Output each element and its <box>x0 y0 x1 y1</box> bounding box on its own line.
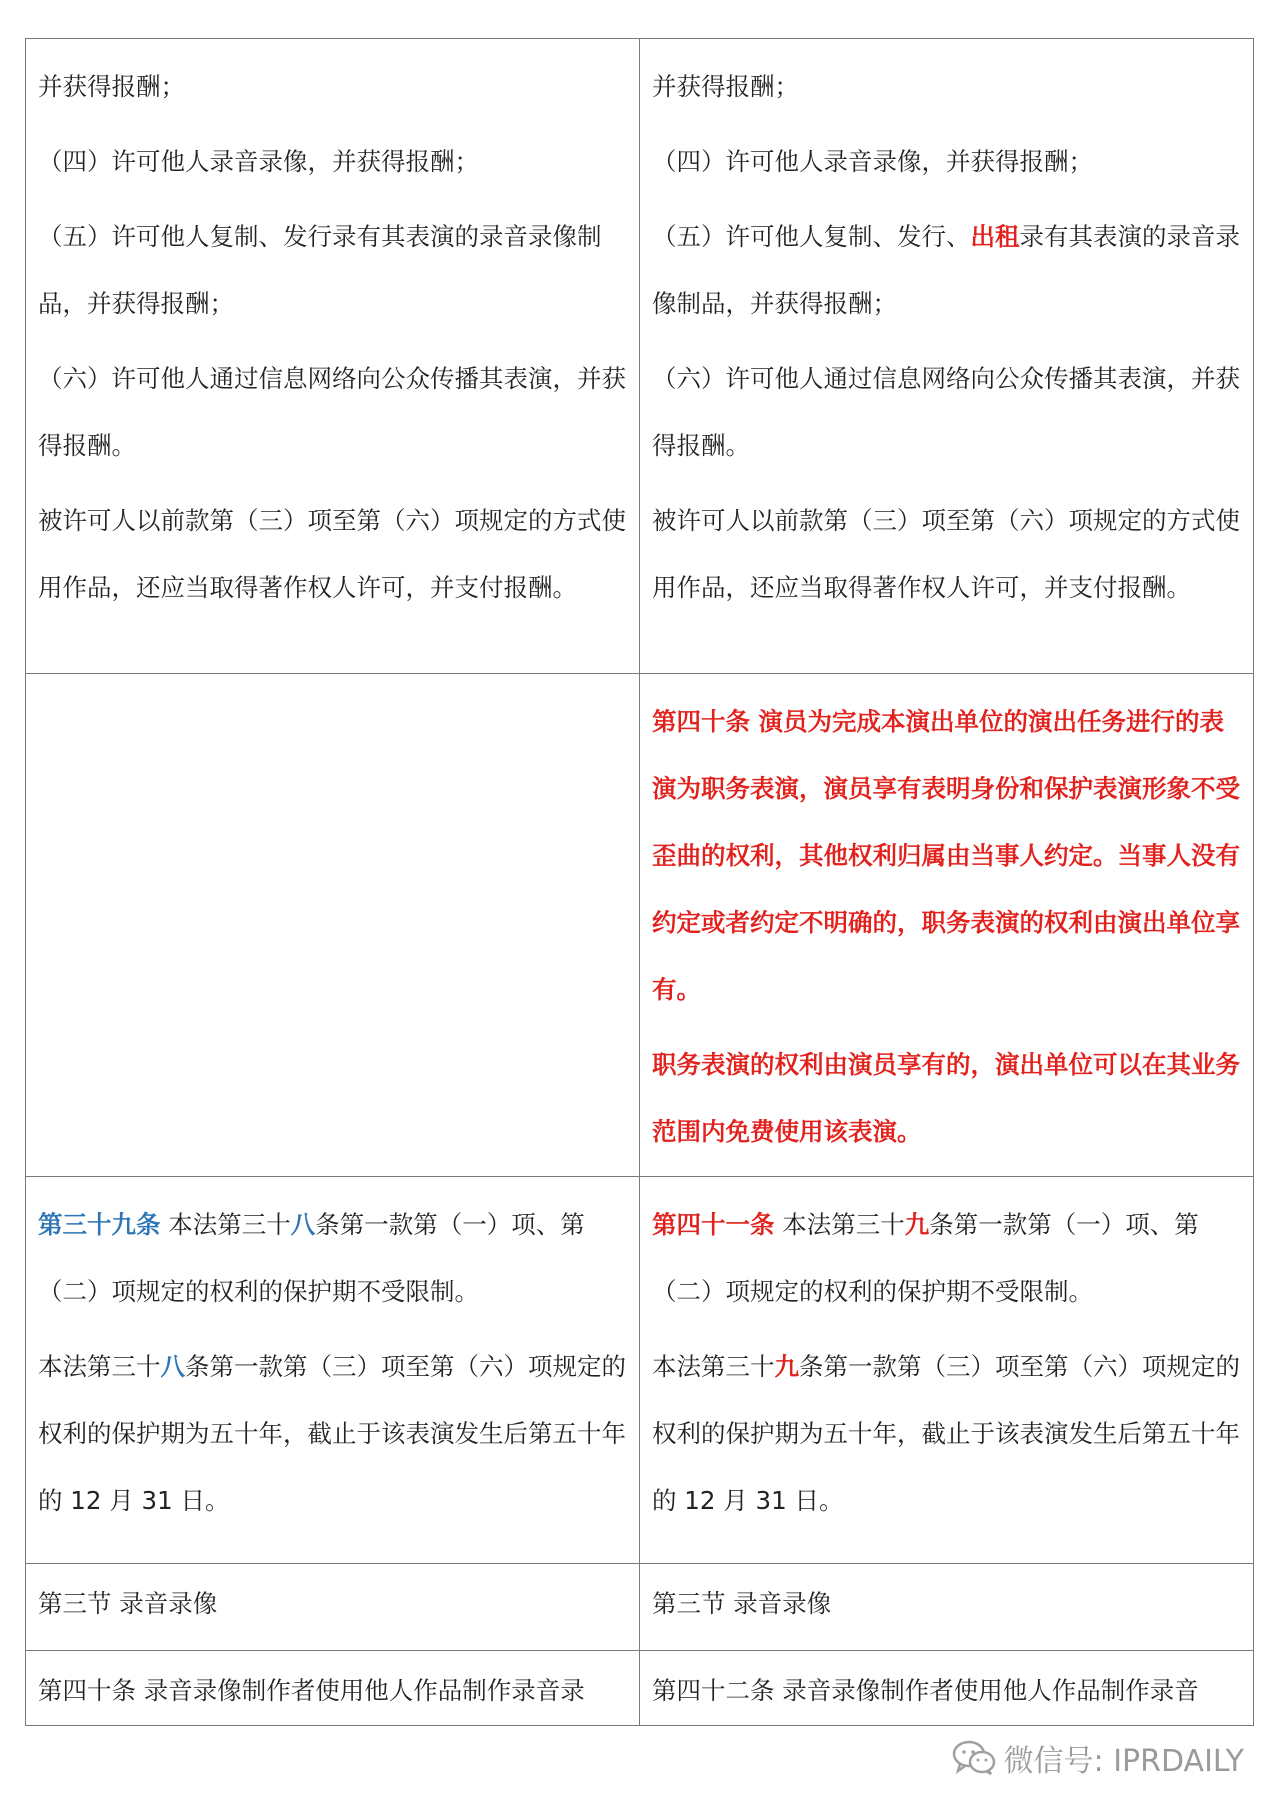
paragraph <box>652 1191 1243 1325</box>
text-span: 录有其表演的录音录像制品，并获得报酬； <box>652 222 1240 318</box>
paragraph: （五）许可他人复制、发行录有其表演的录音录像制品，并获得报酬； <box>38 222 602 318</box>
paragraph: 并获得报酬； <box>652 72 799 101</box>
paragraph <box>38 1191 629 1325</box>
new-text-cell <box>640 1177 1254 1564</box>
old-section-heading-cell <box>26 1564 640 1651</box>
text-span: 条第一款第（一）项、第（二）项规定的权利的保护期不受限制。 <box>652 1210 1199 1306</box>
text-span: （五）许可他人复制、发行、 <box>652 222 971 251</box>
paragraph: （四）许可他人录音录像，并获得报酬； <box>652 147 1093 176</box>
table-row <box>26 1177 1254 1564</box>
table-row <box>26 39 1254 674</box>
new-text-cell <box>640 1651 1254 1726</box>
amendment-highlight: 八 <box>290 1210 316 1239</box>
table-row <box>26 1651 1254 1726</box>
text-span: 本法第三十 <box>160 1210 291 1239</box>
amendment-highlight: 八 <box>160 1352 185 1381</box>
old-text-cell <box>26 39 640 674</box>
new-text-cell <box>640 39 1254 674</box>
paragraph <box>652 1333 1243 1534</box>
paragraph: 被许可人以前款第（三）项至第（六）项规定的方式使用作品，还应当取得著作权人许可，并支付报酬。 <box>38 506 626 602</box>
amendment-highlight: 出租 <box>970 222 1020 251</box>
new-article-paragraph: 职务表演的权利由演员享有的，演出单位可以在其业务范围内免费使用该表演。 <box>652 1050 1240 1146</box>
paragraph: （六）许可他人通过信息网络向公众传播其表演，并获得报酬。 <box>652 364 1240 460</box>
wechat-icon <box>952 1740 996 1776</box>
text-span: 本法第三十 <box>652 1352 775 1381</box>
article-number: 第四十一条 <box>652 1210 775 1239</box>
text-span: 条第一款第（一）项、第（二）项规定的权利的保护期不受限制。 <box>38 1210 585 1306</box>
new-article-cell <box>640 674 1254 1177</box>
text-span: 本法第三十 <box>774 1210 905 1239</box>
new-section-heading-cell <box>640 1564 1254 1651</box>
amendment-highlight: 九 <box>774 1352 799 1381</box>
old-text-cell <box>26 1651 640 1726</box>
old-text-cell <box>26 1177 640 1564</box>
text-span: 条第一款第（三）项至第（六）项规定的权利的保护期为五十年，截止于该表演发生后第五十年的 12 月 31 日。 <box>652 1352 1240 1515</box>
paragraph: （六）许可他人通过信息网络向公众传播其表演，并获得报酬。 <box>38 364 626 460</box>
text-span: 条第一款第（三）项至第（六）项规定的权利的保护期为五十年，截止于该表演发生后第五十年的 12 月 31 日。 <box>38 1352 626 1515</box>
watermark-text: 微信号: IPRDAILY <box>1003 1744 1244 1779</box>
paragraph: （四）许可他人录音录像，并获得报酬； <box>38 147 479 176</box>
amendment-highlight: 九 <box>904 1210 930 1239</box>
paragraph: 第四十二条 录音录像制作者使用他人作品制作录音 <box>652 1676 1199 1705</box>
table-row <box>26 674 1254 1177</box>
paragraph: 被许可人以前款第（三）项至第（六）项规定的方式使用作品，还应当取得著作权人许可，并支付报酬。 <box>652 506 1240 602</box>
paragraph: 并获得报酬； <box>38 72 185 101</box>
paragraph <box>38 1333 629 1534</box>
section-heading: 第三节 录音录像 <box>652 1589 832 1618</box>
old-text-cell-empty <box>26 674 640 1177</box>
text-span: 本法第三十 <box>38 1352 161 1381</box>
article-number: 第三十九条 <box>38 1210 161 1239</box>
paragraph <box>652 203 1243 337</box>
comparison-table <box>25 38 1254 1726</box>
paragraph: 第四十条 录音录像制作者使用他人作品制作录音录 <box>38 1676 585 1705</box>
table-row <box>26 1564 1254 1651</box>
watermark <box>952 1736 1244 1780</box>
section-heading: 第三节 录音录像 <box>38 1589 218 1618</box>
new-article-paragraph: 第四十条 演员为完成本演出单位的演出任务进行的表演为职务表演，演员享有表明身份和保护表演形象不受歪曲的权利，其他权利归属由当事人约定。当事人没有约定或者约定不明确的，职务表演的权利由演出单位享有。 <box>652 707 1240 1004</box>
